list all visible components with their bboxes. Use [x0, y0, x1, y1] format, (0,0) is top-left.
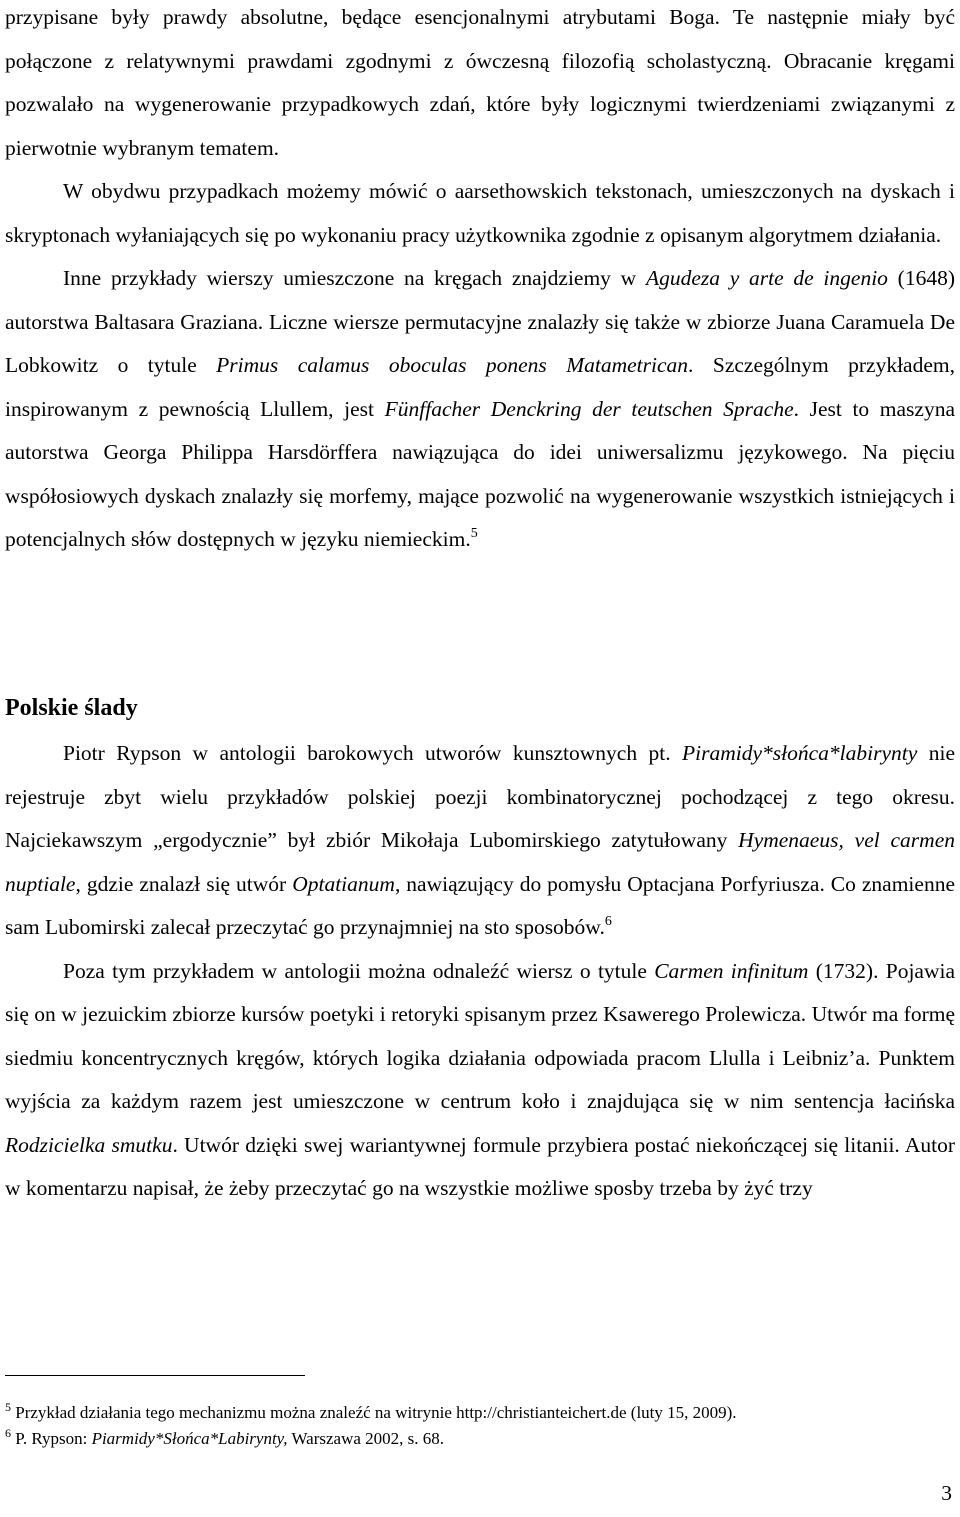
text-run: , gdzie znalazł się utwór [75, 871, 293, 896]
footnote-number: 5 [5, 1400, 11, 1414]
footnote-separator [5, 1375, 305, 1376]
footnote-number: 6 [5, 1426, 11, 1440]
text-run: , nawiązujący do pomysłu Optacjana Porfyriusza. Co znamienne sam Lubomirski zalecał przeczytać go przynajmniej na sto sposobów. [5, 871, 955, 939]
paragraph-examples [5, 257, 955, 562]
text-run: . Szczególnym przykładem, inspirowanym z pewnością Llullem, jest [5, 353, 955, 421]
paragraph-aarseth-text: W obydwu przypadkach możemy mówić o aarsethowskich tekstonach, umieszczonych na dyskach i skryptonach wyłaniających się po wykonaniu pracy użytkownika zgodnie z opisanym algorytmem działania. [5, 179, 955, 247]
main-text-section [5, 732, 955, 1211]
text-run: . Utwór dzięki swej wariantywnej formule przybiera postać niekończącej się litanii. Autor w komentarzu napisał, że żeby przeczytać go na wszystkie możliwe sposby trzeba by żyć trzy [5, 1132, 956, 1200]
italic-title-denckring: Fünffacher Denckring der teutschen Sprache [384, 396, 794, 421]
footnote-reference-5[interactable]: 5 [470, 526, 478, 541]
italic-title-optatianum: Optatianum [292, 871, 395, 896]
footnote-5 [5, 1400, 955, 1426]
text-run: Inne przykłady wierszy umieszczone na kręgach znajdziemy w [63, 266, 646, 290]
paragraph-carmen [5, 950, 955, 1211]
text-run: (1648) autorstwa Baltasara Graziana. Liczne wiersze permutacyjne znalazły się także w zbiorze Juana Caramuela De Lobkowitz o tytule [5, 266, 955, 377]
paragraph-continuation [5, 0, 955, 170]
text-run: . Jest to maszyna autorstwa Georga Philippa Harsdörffera nawiązująca do idei uniwersalizmu językowego. Na pięciu współosiowych dyskach znalazły się morfemy, mające pozwolić na wygenerowanie wszystkich istniejących i potencjalnych słów dostępnych w języku niemieckim. [5, 396, 955, 551]
page-number: 3 [941, 1481, 952, 1505]
italic-title-carmen-infinitum: Carmen infinitum [654, 958, 809, 983]
footnote-text: Warszawa 2002, s. 68. [287, 1429, 445, 1448]
paragraph-continuation-text: przypisane były prawdy absolutne, będące esencjonalnymi atrybutami Boga. Te następnie miały być połączone z relatywnymi prawdami zgodnymi z ówczesną filozofią scholastyczną. Obracanie kręgami pozwalało na wygenerowanie przypadkowych zdań, które były logicznymi twierdzeniami związanymi z pierwotnie wybranym tematem. [5, 5, 955, 160]
paragraph-rypson [5, 732, 955, 950]
footnote-reference-6[interactable]: 6 [604, 914, 612, 929]
italic-title-primus-calamus: Primus calamus oboculas ponens Matametrican [216, 353, 689, 377]
footnote-text: Przykład działania tego mechanizmu można znaleźć na witrynie http://christianteichert.de (luty 15, 2009). [11, 1403, 737, 1422]
italic-title-piramidy: Piramidy*słońca*labirynty [682, 741, 918, 765]
paragraph-aarseth [5, 170, 955, 257]
section-heading: Polskie ślady [5, 695, 138, 721]
footnote-italic-title: Piarmidy*Słońca*Labirynty, [91, 1429, 288, 1448]
text-run: nie rejestruje zbyt wielu przykładów polskiej poezji kombinatorycznej pochodzącej z tego okresu. Najciekawszym „ergodycznie” był zbiór Mikołaja Lubomirskiego zatytułowany [5, 741, 955, 852]
text-run: Poza tym przykładem w antologii można odnaleźć wiersz o tytule [63, 958, 655, 983]
italic-title-rodzicielka-smutku: Rodzicielka smutku [5, 1132, 173, 1157]
footnote-text: P. Rypson: [11, 1429, 92, 1448]
italic-title-hymenaeus: Hymenaeus, vel carmen nuptiale [5, 828, 955, 896]
text-run: Piotr Rypson w antologii barokowych utworów kunsztownych pt. [63, 741, 683, 765]
main-text-top [5, 0, 955, 562]
footnote-6 [5, 1426, 955, 1452]
italic-title-agudeza: Agudeza y arte de ingenio [645, 266, 888, 290]
footnotes [5, 1400, 955, 1452]
text-run: (1732). Pojawia się on w jezuickim zbiorze kursów poetyki i retoryki spisanym przez Ksawerego Prolewicza. Utwór ma formę siedmiu koncentrycznych kręgów, których logika działania odpowiada pracom Llulla i Leibniz’a. Punktem wyjścia za każdym razem jest umieszczone w centrum koło i znajdująca się w nim sentencja łacińska [5, 958, 956, 1113]
